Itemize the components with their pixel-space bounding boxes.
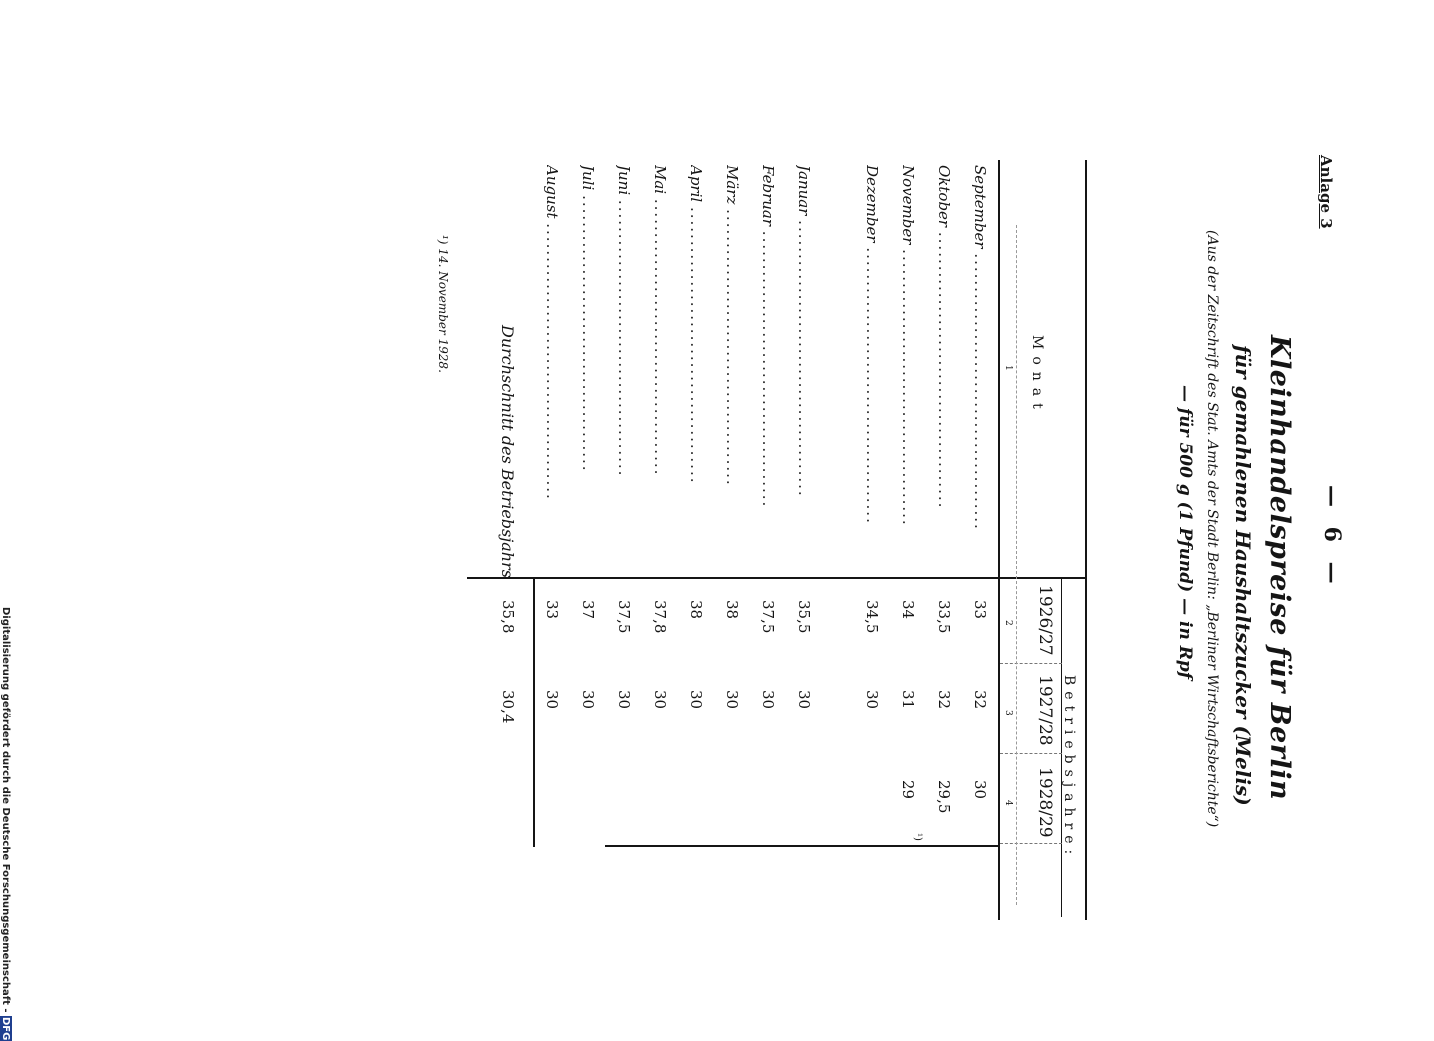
month-column-header: Monat (1029, 335, 1045, 416)
value-1927-28: 30 (543, 690, 561, 710)
value-1926-27: 33 (971, 600, 989, 620)
value-1926-27: 38 (723, 600, 741, 620)
dfg-logo: DFG (0, 1017, 11, 1041)
value-1927-28: 30 (651, 690, 669, 710)
table-row-month: September ......................................... (971, 165, 989, 531)
value-1927-28: 30 (615, 690, 633, 710)
value-1926-27: 34,5 (863, 600, 881, 634)
value-1926-27: 33,5 (935, 600, 953, 634)
value-1928-29: 30 (971, 780, 989, 800)
value-1927-28: 30 (759, 690, 777, 710)
column-number: 4 (1003, 800, 1013, 806)
unit-note: — für 500 g (1 Pfund) — in Rpf (1175, 385, 1195, 680)
average-1927-28: 30,4 (499, 690, 517, 724)
table-row-month: Dezember ......................................... (863, 165, 881, 525)
value-1928-29: 29 (899, 780, 917, 800)
table-row-month: November ......................................... (899, 165, 917, 527)
value-1926-27: 35,5 (795, 600, 813, 634)
value-1926-27: 37,8 (651, 600, 669, 634)
funding-note: Digitalisierung gefördert durch die Deutsche Forschungsgemeinschaft - DFG (0, 607, 11, 1041)
value-1928-29: 29,5 (935, 780, 953, 814)
table-row-month: Juni ......................................... (615, 165, 633, 478)
value-1927-28: 30 (723, 690, 741, 710)
footnote: ¹) 14. November 1928. (436, 235, 450, 373)
value-1926-27: 34 (899, 600, 917, 620)
table-top-rule (1085, 160, 1087, 920)
year-header-1928-29: 1928/29 (1035, 767, 1055, 838)
document-page (345, 155, 1345, 861)
document-title: Kleinhandelspreise für Berlin (1264, 335, 1295, 801)
value-1926-27: 37,5 (759, 600, 777, 634)
table-row-month: August ......................................... (543, 165, 561, 501)
table-column-divider (467, 577, 1087, 579)
value-1926-27: 37,5 (615, 600, 633, 634)
value-1927-28: 30 (687, 690, 705, 710)
column-number: 2 (1003, 620, 1013, 626)
document-subtitle: für gemahlenen Haushaltszucker (Melis) (1231, 345, 1255, 806)
table-right-rule (605, 845, 1000, 847)
table-row-month: Mai ......................................... (651, 165, 669, 477)
table-row-month: März ......................................... (723, 165, 741, 487)
column-number: 1 (1003, 365, 1013, 371)
value-1927-28: 32 (935, 690, 953, 710)
value-1926-27: 38 (687, 600, 705, 620)
table-header-rule (998, 160, 1000, 920)
appendix-label: Anlage 3 (1317, 155, 1335, 229)
year-header-1926-27: 1926/27 (1035, 585, 1055, 656)
table-row-month: April ......................................... (687, 165, 705, 485)
page-number: — 6 — (1319, 485, 1345, 590)
value-1927-28: 30 (579, 690, 597, 710)
value-1927-28: 31 (899, 690, 917, 710)
table-average-rule (533, 577, 535, 847)
value-1927-28: 32 (971, 690, 989, 710)
table-row-month: Februar ......................................... (759, 165, 777, 509)
table-row-month: Januar ......................................... (795, 165, 813, 498)
value-1927-28: 30 (863, 690, 881, 710)
column-number: 3 (1003, 710, 1013, 716)
average-label: Durchschnitt des Betriebsjahrs (498, 325, 517, 578)
fiscal-years-header: Betriebsjahre: (1061, 675, 1077, 861)
table-row-month: Juli ......................................... (579, 165, 597, 473)
average-1926-27: 35,8 (499, 600, 517, 634)
footnote-marker: ¹) (912, 833, 923, 841)
value-1926-27: 33 (543, 600, 561, 620)
value-1927-28: 30 (795, 690, 813, 710)
table-row-month: Oktober ......................................... (935, 165, 953, 510)
value-1926-27: 37 (579, 600, 597, 620)
year-header-1927-28: 1927/28 (1035, 675, 1055, 746)
source-note: (Aus der Zeitschrift des Stat. Amts der Stadt Berlin: „Berliner Wirtschaftsberichte“) (1204, 230, 1220, 828)
